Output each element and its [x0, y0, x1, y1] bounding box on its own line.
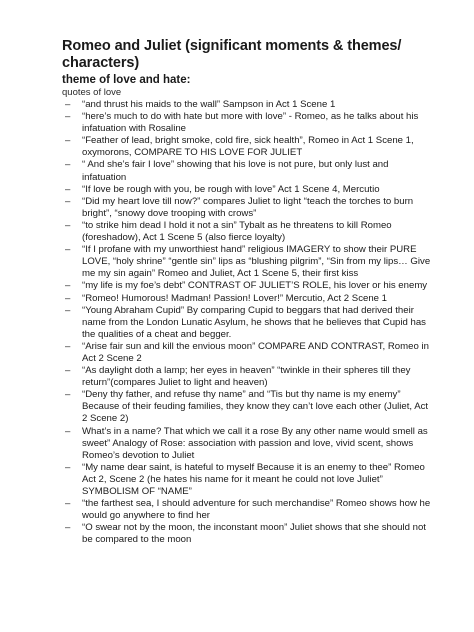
bullet-dash: –: [65, 99, 71, 110]
list-item: [62, 462, 434, 498]
bullet-dash: –: [65, 425, 71, 437]
bullet-dash: –: [65, 244, 71, 256]
bullet-dash: –: [65, 195, 71, 207]
bullet-dash: –: [65, 304, 71, 316]
list-item: [62, 498, 434, 522]
list-item: [62, 244, 434, 280]
list-item-text: “If I profane with my unworthiest hand” religious IMAGERY to show their PURE LOVE, “holy shrine” “gentle sin” lips as “blushing pilgrim”, “Sin from my lips… Give me my sin again” Romeo and Juliet, Act 1 Scene 5, their first kiss: [82, 244, 431, 280]
list-item-text: “Romeo! Humorous! Madman! Passion! Lover!” Mercutio, Act 2 Scene 1: [82, 292, 387, 304]
list-item-text: “Did my heart love till now?” compares Juliet to light “teach the torches to burn bright”, “snowy dove trooping with crows”: [82, 195, 414, 219]
list-item-text: “If love be rough with you, be rough with love” Act 1 Scene 4, Mercutio: [82, 183, 380, 195]
list-item: [62, 99, 434, 111]
document-title: Romeo and Juliet (significant moments & themes/ characters): [62, 38, 402, 71]
bullet-dash: –: [65, 498, 71, 510]
bullet-dash: –: [65, 219, 71, 231]
list-item: [62, 293, 434, 305]
bullet-dash: –: [65, 135, 71, 147]
section-heading: theme of love and hate:: [62, 74, 191, 86]
bullet-dash: –: [65, 461, 71, 473]
list-item-text: “As daylight doth a lamp; her eyes in heaven” “twinkle in their spheres till they return”(compares Juliet to light and heaven): [82, 365, 411, 389]
list-item-text: “here’s much to do with hate but more with love” - Romeo, as he talks about his infatuation with Rosaline: [82, 111, 419, 135]
list-item-text: “Young Abraham Cupid” By comparing Cupid to beggars that had derived their name from the London Lunatic Asylum, he shows that he believes that Cupid has the qualities of a cheat and begger.: [82, 304, 426, 340]
bullet-dash: –: [65, 111, 71, 123]
list-item-text: “Arise fair sun and kill the envious moon” COMPARE AND CONTRAST, Romeo in Act 2 Scene 2: [82, 340, 429, 364]
bullet-dash: –: [65, 159, 71, 171]
list-item-text: “to strike him dead I hold it not a sin” Tybalt as he threatens to kill Romeo (foreshadow), Act 1 Scene 5 (also fierce loyalty): [82, 219, 392, 244]
list-item: [62, 184, 434, 196]
list-item: [62, 426, 434, 462]
list-item: [62, 280, 434, 292]
sub-heading: quotes of love: [62, 87, 122, 98]
quote-list: [62, 99, 434, 546]
list-item: [62, 389, 434, 425]
list-item: [62, 305, 434, 341]
list-item-text: “Deny thy father, and refuse thy name” and “Tis but thy name is my enemy” Because of their feuding families, they know they can’t love each other (Juliet, Act 2 Scene 2): [82, 389, 429, 425]
list-item: [62, 159, 434, 183]
bullet-dash: –: [65, 365, 71, 377]
bullet-dash: –: [65, 389, 71, 401]
list-item-text: What’s in a name? That which we call it a rose By any other name would smell as sweet” Analogy of Rose: association with passion and love, vivid scent, shows Romeo’s devotion to Juliet: [82, 425, 428, 461]
list-item: [62, 111, 434, 135]
list-item-text: “O swear not by the moon, the inconstant moon” Juliet shows that she should not be compared to the moon: [82, 522, 426, 546]
list-item: [62, 522, 434, 546]
list-item: [62, 341, 434, 365]
list-item-text: “ And she’s fair I love” showing that his love is not pure, but only lust and infatuation: [82, 159, 389, 183]
bullet-dash: –: [65, 522, 71, 534]
list-item-text: “Feather of lead, bright smoke, cold fire, sick health”, Romeo in Act 1 Scene 1, oxymorons, COMPARE TO HIS LOVE FOR JULIET: [82, 135, 414, 159]
bullet-dash: –: [65, 340, 71, 352]
list-item: [62, 135, 434, 159]
list-item: [62, 365, 434, 389]
list-item: [62, 196, 434, 220]
list-item-text: “and thrust his maids to the wall” Sampson in Act 1 Scene 1: [82, 99, 336, 110]
bullet-dash: –: [65, 292, 71, 304]
bullet-dash: –: [65, 183, 71, 195]
list-item-text: “my life is my foe’s debt” CONTRAST OF JULIET’S ROLE, his lover or his enemy: [82, 280, 428, 292]
list-item-text: “the farthest sea, I should adventure for such merchandise” Romeo shows how he would go anywhere to find her: [82, 498, 431, 522]
list-item: [62, 220, 434, 244]
bullet-dash: –: [65, 280, 71, 292]
list-item-text: “My name dear saint, is hateful to myself Because it is an enemy to thee” Romeo Act 2, Scene 2 (he hates his name for it meant he could not love Juliet” SYMBOLISM OF “NAME”: [82, 461, 425, 497]
